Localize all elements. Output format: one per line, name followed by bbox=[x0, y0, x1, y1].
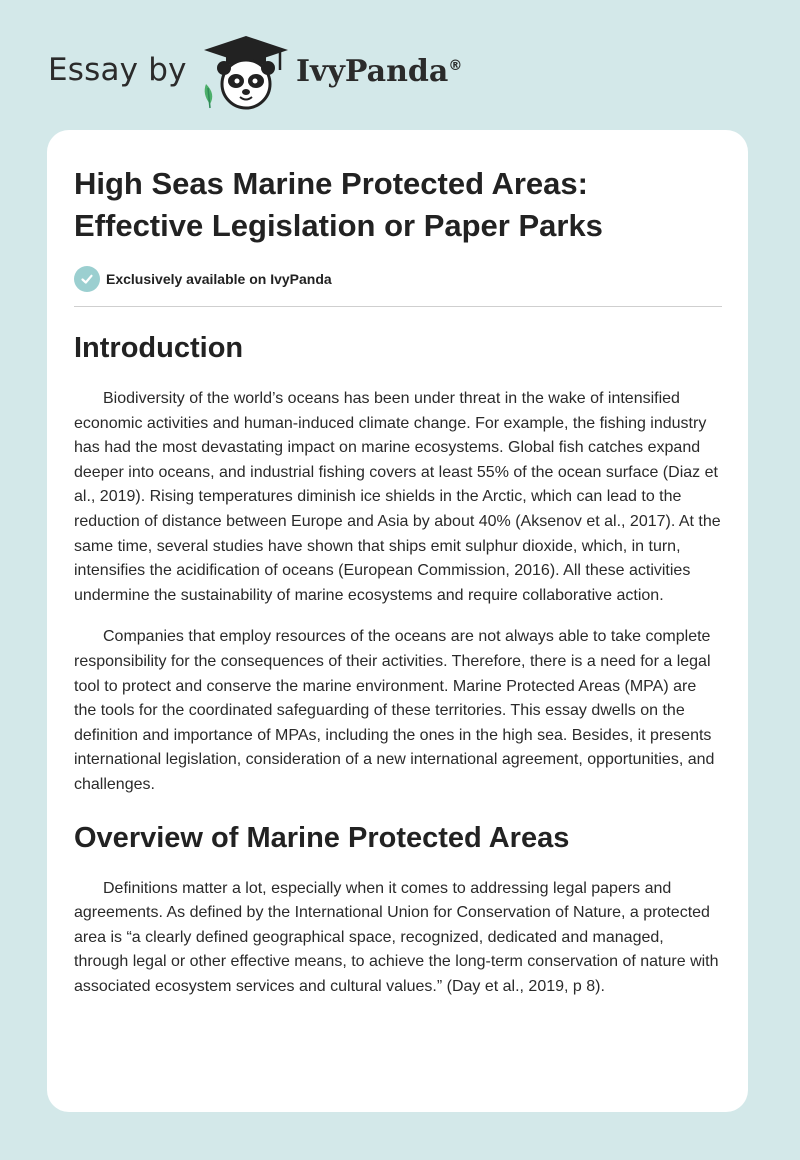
page-title: High Seas Marine Protected Areas: Effective Legislation or Paper Parks bbox=[74, 166, 603, 243]
paragraph: Biodiversity of the world’s oceans has been under threat in the wake of intensified economic activities and human-induced climate change. For example, the fishing industry has had the most devastating impact on marine ecosystems. Global fish catches expand deeper into oceans, and industrial fishing covers at least 55% of the ocean surface (Diaz et al., 2019). Rising temperatures diminish ice shields in the Arctic, which can lead to the reduction of distance between Europe and Asia by about 40% (Aksenov et al., 2017). At the same time, several studies have shown that ships emit sulphur dioxide, which, in turn, intensifies the acidification of oceans (European Commission, 2016). All these activities undermine the sustainability of marine ecosystems and require collaborative action. bbox=[74, 390, 721, 604]
essay-card bbox=[47, 130, 748, 1112]
site-header bbox=[48, 34, 528, 114]
registered-mark: ® bbox=[448, 58, 463, 74]
divider bbox=[74, 306, 722, 307]
section-heading-overview: Overview of Marine Protected Areas bbox=[74, 821, 570, 854]
essay-by-label: Essay by bbox=[48, 52, 187, 88]
panda-graduate-icon[interactable] bbox=[200, 34, 292, 110]
check-circle-icon bbox=[74, 266, 100, 292]
paragraph: Definitions matter a lot, especially when it comes to addressing legal papers and agreements. As defined by the International Union for Conservation of Nature, a protected area is “a clearly defined geographical space, recognized, dedicated and managed, through legal or other effective means, to achieve the long-term conservation of nature with associated ecosystem services and cultural values.” (Day et al., 2019, p 8). bbox=[74, 879, 719, 995]
exclusive-badge bbox=[74, 265, 722, 293]
badge-text: Exclusively available on IvyPanda bbox=[106, 271, 332, 287]
section-heading-introduction: Introduction bbox=[74, 332, 244, 364]
paragraph: Companies that employ resources of the oceans are not always able to take complete responsibility for the consequences of their activities. Therefore, there is a need for a legal tool to protect and conserve the marine environment. Marine Protected Areas (MPA) are the tools for the coordinated safeguarding of these territories. This essay dwells on the definition and importance of MPAs, including the ones in the high sea. Besides, it presents international legislation, consideration of a new international agreement, opportunities, and challenges. bbox=[74, 628, 715, 793]
brand-name[interactable]: IvyPanda® bbox=[296, 54, 463, 89]
